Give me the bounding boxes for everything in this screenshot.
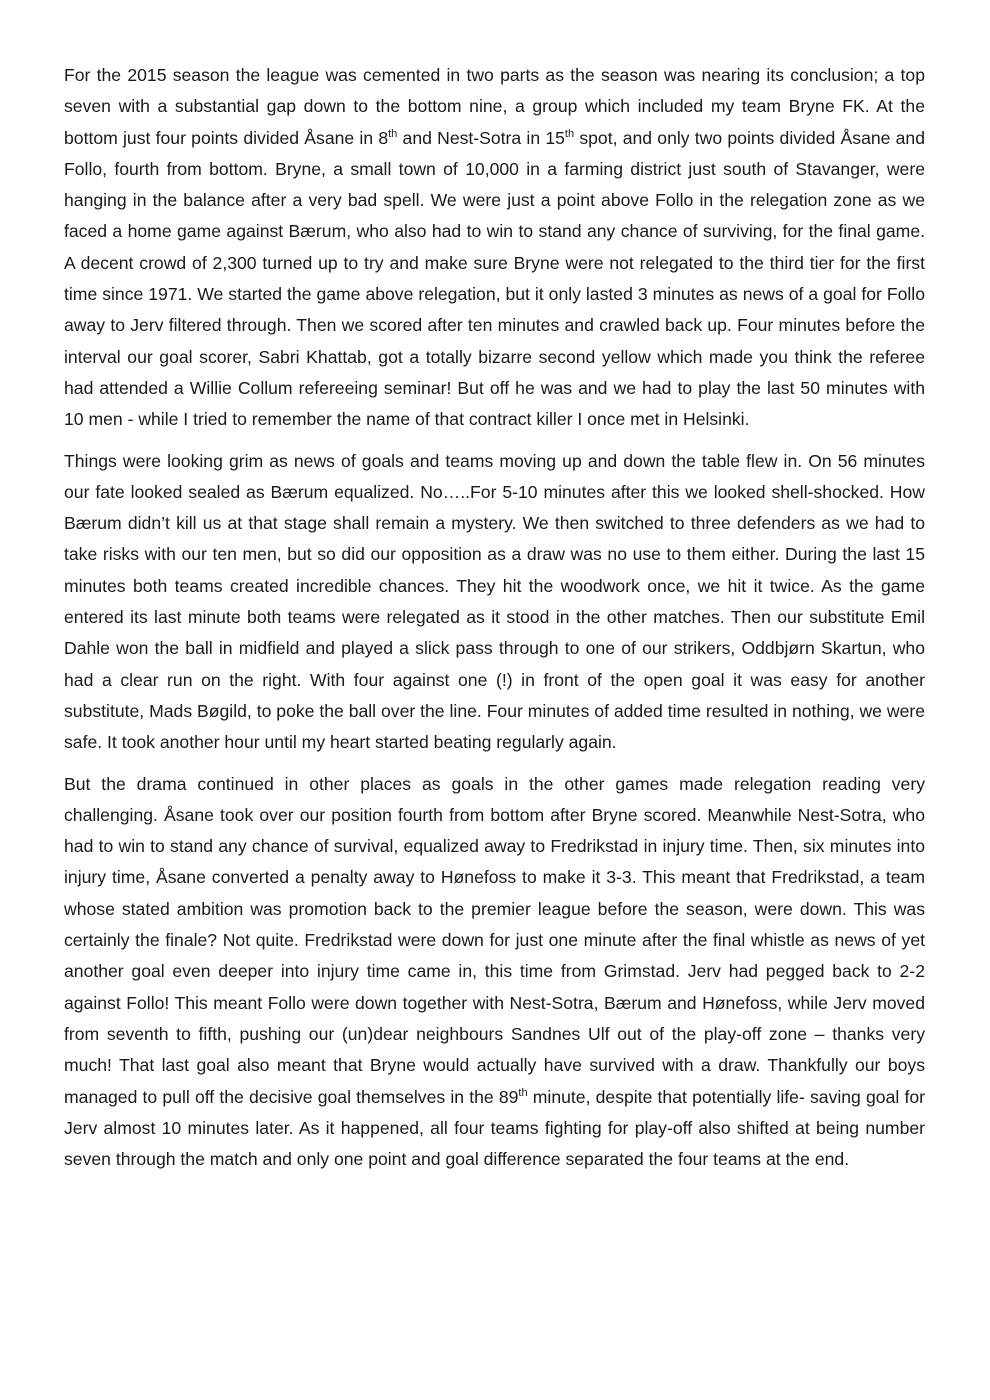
ordinal-suffix: th xyxy=(388,127,398,140)
paragraph-3-text-a: But the drama continued in other places as goals in the other games made relegation reading very challenging. Åsane took over our position fourth from bottom after Bryne scored. Meanwhile Nest-Sotra, who had to win to stand any chance of survival, equalized away to Fredrikstad in injury time. Then, six minutes into injury time, Åsane converted a penalty away to Hønefoss to make it 3-3. This meant that Fredrikstad, a team whose stated ambition was promotion back to the premier league before the season, were down. This was certainly the finale? Not quite. Fredrikstad were down for just one minute after the final whistle as news of yet another goal even deeper into injury time came in, this time from Grimstad. Jerv had pegged back to 2-2 against Follo! This meant Follo were down together with Nest-Sotra, Bærum and Hønefoss, while Jerv moved from seventh to fifth, pushing our (un)dear neighbours Sandnes Ulf out of the play-off zone – thanks very much! That last goal also meant that Bryne would actually have survived with a draw. Thankfully our boys managed to pull off the decisive goal themselves in the 89 xyxy=(64,773,925,1107)
paragraph-1-text-c: spot, and only two points divided Åsane and Follo, fourth from bottom. Bryne, a small town of 10,000 in a farming district just south of Stavanger, were hanging in the balance after a very bad spell. We were just a point above Follo in the relegation zone as we faced a home game against Bærum, who also had to win to stand any chance of surviving, for the final game. A decent crowd of 2,300 turned up to try and make sure Bryne were not relegated to the third tier for the first time since 1971. We started the game above relegation, but it only lasted 3 minutes as news of a goal for Follo away to Jerv filtered through. Then we scored after ten minutes and crawled back up. Four minutes before the interval our goal scorer, Sabri Khattab, got a totally bizarre second yellow which made you think the referee had attended a Willie Collum refereeing seminar! But off he was and we had to play the last 50 minutes with 10 men - while I tried to remember the name of that contract killer I once met in Helsinki. xyxy=(64,127,925,430)
paragraph-1 xyxy=(64,60,925,436)
ordinal-suffix: th xyxy=(518,1086,528,1099)
paragraph-2: Things were looking grim as news of goals and teams moving up and down the table flew in. On 56 minutes our fate looked sealed as Bærum equalized. No…..For 5-10 minutes after this we looked shell-shocked. How Bærum didn’t kill us at that stage shall remain a mystery. We then switched to three defenders as we had to take risks with our ten men, but so did our opposition as a draw was no use to them either. During the last 15 minutes both teams created incredible chances. They hit the woodwork once, we hit it twice. As the game entered its last minute both teams were relegated as it stood in the other matches. Then our substitute Emil Dahle won the ball in midfield and played a slick pass through to one of our strikers, Oddbjørn Skartun, who had a clear run on the right. With four against one (!) in front of the open goal it was easy for another substitute, Mads Bøgild, to poke the ball over the line. Four minutes of added time resulted in nothing, we were safe. It took another hour until my heart started beating regularly again. xyxy=(64,450,925,753)
paragraph-3-text-b: minute, despite that potentially life- saving goal for Jerv almost 10 minutes later. As it happened, all four teams fighting for play-off also shifted at being number seven through the match and only one point and goal difference separated the four teams at the end. xyxy=(64,1086,925,1170)
paragraph-1-text-b: and Nest-Sotra in 15 xyxy=(397,127,565,148)
paragraph-1-text-a: For the 2015 season the league was cemented in two parts as the season was nearing its conclusion; a top seven with a substantial gap down to the bottom nine, a group which included my team Bryne FK. At the bottom just four points divided Åsane in 8 xyxy=(64,65,925,148)
paragraph-3 xyxy=(64,769,925,1176)
document-page xyxy=(64,60,925,1185)
ordinal-suffix: th xyxy=(564,127,575,140)
